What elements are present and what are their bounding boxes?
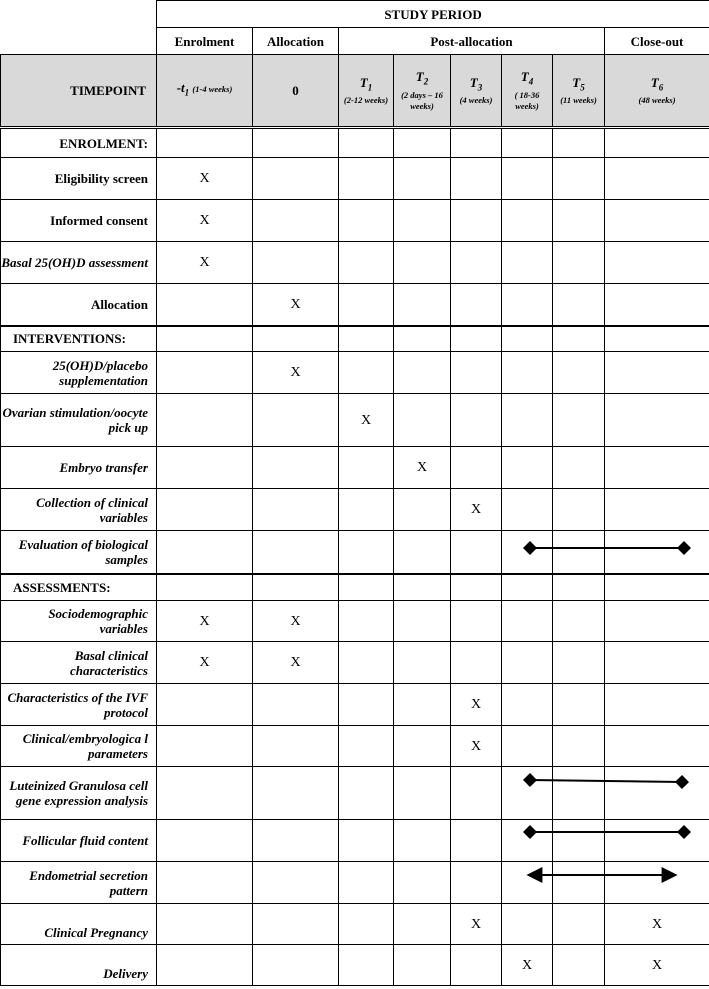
timepoint-label: TIMEPOINT: [1, 55, 157, 128]
row-ovarian-stimulation: Ovarian stimulation/oocyte pick up: [1, 394, 157, 447]
row-ivf-protocol: Characteristics of the IVF protocol: [1, 684, 157, 726]
timepoint-0: 0: [253, 55, 339, 128]
row-clinical-parameters: Clinical/embryologica l parameters: [1, 726, 157, 767]
study-period-header: STUDY PERIOD: [157, 1, 709, 28]
mark-x: X: [339, 394, 394, 447]
mark-x: X: [157, 242, 253, 284]
corner-blank: [1, 1, 157, 28]
mark-x: X: [253, 284, 339, 326]
phase-close-out: Close-out: [605, 28, 709, 55]
mark-x: X: [157, 158, 253, 200]
mark-x: X: [253, 352, 339, 394]
row-embryo-transfer: Embryo transfer: [1, 447, 157, 489]
mark-x: X: [451, 726, 502, 767]
timepoint-t5: $T_5$ (11 weeks): [553, 55, 605, 128]
row-basal-clinical: Basal clinical characteristics: [1, 642, 157, 684]
corner-blank: [1, 28, 157, 55]
timepoint-t1: $T_1$ (2-12 weeks): [339, 55, 394, 128]
timepoint-t-minus-1: $-t_1$ (1-4 weeks): [157, 55, 253, 128]
row-allocation: Allocation: [1, 284, 157, 326]
phase-enrolment: Enrolment: [157, 28, 253, 55]
mark-x: X: [451, 904, 502, 945]
section-assessments: ASSESSMENTS:: [1, 574, 157, 601]
row-basal-assessment: Basal 25(OH)D assessment: [1, 242, 157, 284]
row-endometrial-secretion: Endometrial secretion pattern: [1, 862, 157, 904]
timepoint-t4: $T_4$ ( 18-36 weeks): [502, 55, 553, 128]
timepoint-t2: $T_2$ (2 days – 16 weeks): [394, 55, 451, 128]
mark-x: X: [394, 447, 451, 489]
timepoint-t3: $T_3$ (4 weeks): [451, 55, 502, 128]
mark-x: X: [451, 684, 502, 726]
mark-x: X: [502, 945, 553, 986]
mark-x: X: [605, 945, 709, 986]
mark-x: X: [157, 200, 253, 242]
mark-x: X: [157, 601, 253, 642]
mark-x: X: [253, 642, 339, 684]
row-collection-clinical: Collection of clinical variables: [1, 489, 157, 531]
row-sociodemographic: Sociodemographic variables: [1, 601, 157, 642]
mark-x: X: [253, 601, 339, 642]
phase-post-allocation: Post-allocation: [339, 28, 605, 55]
section-interventions: INTERVENTIONS:: [1, 326, 157, 352]
row-granulosa-expression: Luteinized Granulosa cell gene expression analysis: [1, 767, 157, 820]
row-supplementation: 25(OH)D/placebo supplementation: [1, 352, 157, 394]
mark-x: X: [157, 642, 253, 684]
row-clinical-pregnancy: Clinical Pregnancy: [1, 904, 157, 945]
phase-allocation: Allocation: [253, 28, 339, 55]
section-enrolment: ENROLMENT:: [1, 128, 157, 158]
mark-x: X: [451, 489, 502, 531]
row-informed-consent: Informed consent: [1, 200, 157, 242]
timepoint-t6: $T_6$ (48 weeks): [605, 55, 709, 128]
mark-x: X: [605, 904, 709, 945]
row-delivery: Delivery: [1, 945, 157, 986]
row-eligibility-screen: Eligibility screen: [1, 158, 157, 200]
row-follicular-fluid: Follicular fluid content: [1, 820, 157, 862]
row-evaluation-samples: Evaluation of biological samples: [1, 531, 157, 574]
